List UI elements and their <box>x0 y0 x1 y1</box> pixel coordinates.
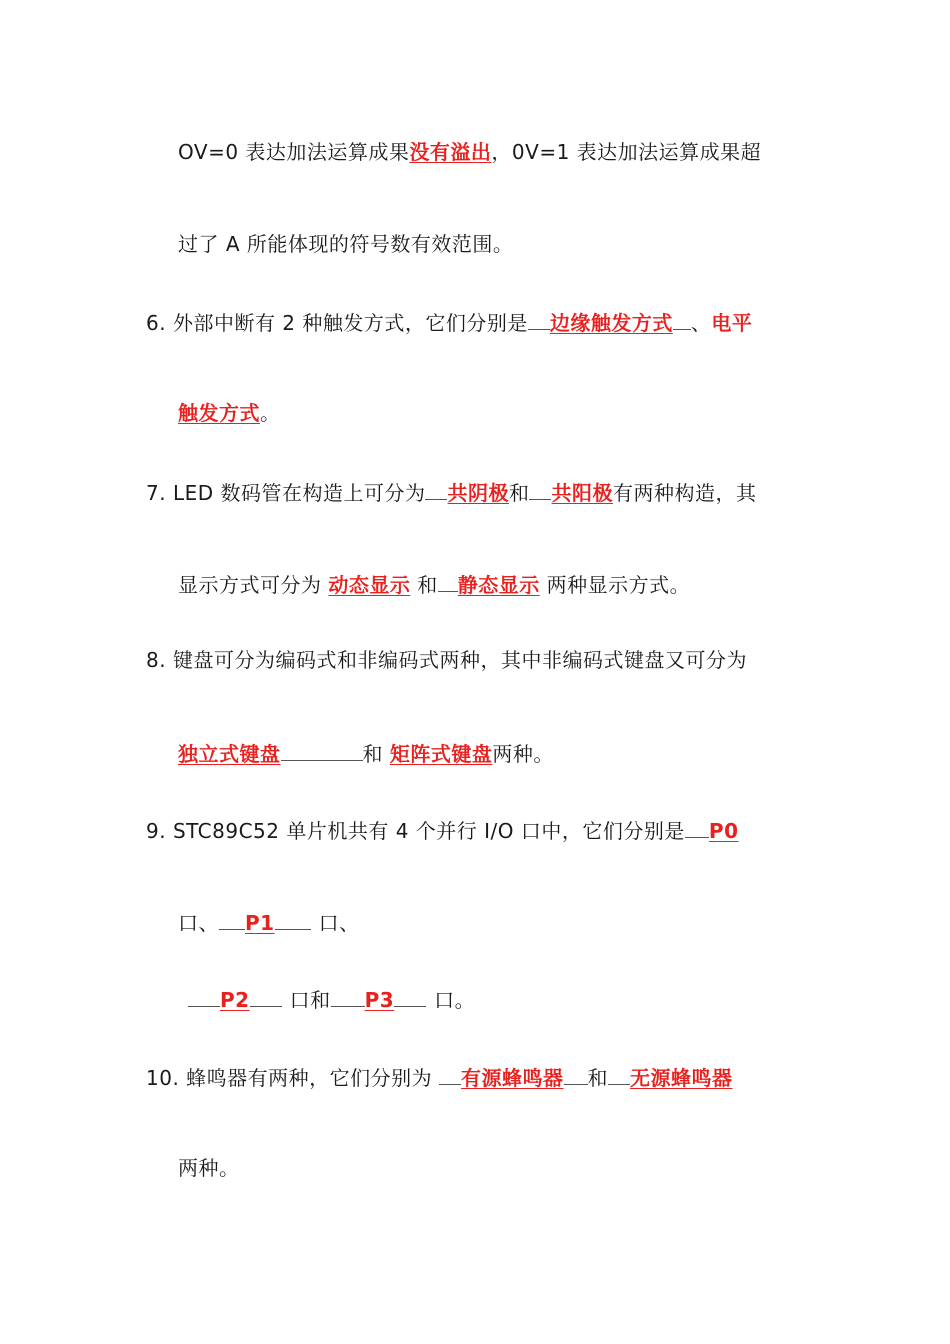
answer-text: 没有溢出 <box>409 140 492 164</box>
answer-text: 有源蜂鸣器 <box>461 1066 564 1090</box>
blank-underline <box>219 907 245 930</box>
text-segment: 口和 <box>289 988 331 1012</box>
question-7-cont <box>178 569 690 599</box>
text-segment: 两种显示方式。 <box>539 573 691 597</box>
answer-text: P0 <box>708 819 739 843</box>
text-segment: 显示方式可分为 <box>178 573 329 597</box>
text-segment: 和 <box>508 481 530 505</box>
question-6-cont <box>178 399 281 427</box>
question-10 <box>146 1062 733 1092</box>
answer-text: P1 <box>245 911 275 935</box>
question-7 <box>146 477 756 507</box>
answer-text: 静态显示 <box>457 573 540 597</box>
answer-text: 动态显示 <box>328 573 411 597</box>
blank-underline <box>564 1062 588 1085</box>
text-segment: 、 <box>690 311 712 335</box>
text-segment: 。 <box>260 401 281 425</box>
answer-text: 矩阵式键盘 <box>389 742 493 766</box>
question-8 <box>146 646 747 674</box>
question-text: 8. 键盘可分为编码式和非编码式两种，其中非编码式键盘又可分为 <box>146 648 747 672</box>
question-10-cont <box>178 1154 240 1182</box>
question-text: 10. 蜂鸣器有两种，它们分别为 <box>146 1066 440 1090</box>
text-segment: 口、 <box>178 911 219 935</box>
text-segment: 口、 <box>318 911 360 935</box>
answer-text: 共阳极 <box>551 481 613 505</box>
text-segment: 和 <box>587 1066 609 1090</box>
text-segment: OV=0 表达加法运算成果 <box>178 140 410 164</box>
text-segment: ，0V=1 表达加法运算成果超 <box>491 140 762 164</box>
answer-text: 独立式键盘 <box>178 742 281 766</box>
question-text: 9. STC89C52 单片机共有 4 个并行 I/O 口中，它们分别是 <box>146 819 685 843</box>
blank-underline <box>608 1062 630 1085</box>
blank-underline <box>528 307 550 330</box>
answer-text: 边缘触发方式 <box>549 311 673 335</box>
blank-underline <box>394 984 426 1007</box>
answer-text: 电平 <box>711 311 753 335</box>
text-segment: 两种。 <box>492 742 554 766</box>
blank-underline <box>425 477 447 500</box>
text-segment: 有两种构造，其 <box>612 481 757 505</box>
text-segment: 和 <box>410 573 438 597</box>
text-segment: 和 <box>362 742 390 766</box>
blank-underline <box>529 477 551 500</box>
blank-underline <box>250 984 282 1007</box>
blank-underline <box>331 984 365 1007</box>
answer-text: 触发方式 <box>178 401 260 425</box>
question-text: 6. 外部中断有 2 种触发方式，它们分别是 <box>146 311 528 335</box>
question-text: 7. LED 数码管在构造上可分为 <box>146 481 426 505</box>
text-line-2 <box>178 230 513 258</box>
text-segment: 口。 <box>434 988 476 1012</box>
blank-underline <box>438 569 458 592</box>
answer-text: 无源蜂鸣器 <box>630 1066 733 1090</box>
question-9-cont-2 <box>188 984 475 1014</box>
text-segment: 过了 A 所能体现的符号数有效范围。 <box>178 232 514 256</box>
question-9-cont <box>178 907 360 937</box>
answer-text: P3 <box>364 988 395 1012</box>
text-segment: 两种。 <box>178 1156 240 1180</box>
text-line-1 <box>178 138 761 166</box>
blank-underline <box>275 907 311 930</box>
question-8-cont <box>178 738 554 768</box>
blank-underline <box>439 1062 461 1085</box>
blank-underline <box>685 815 709 838</box>
question-6 <box>146 307 752 337</box>
answer-text: 共阴极 <box>447 481 509 505</box>
answer-text: P2 <box>220 988 250 1012</box>
blank-underline <box>281 738 363 761</box>
blank-underline <box>188 984 220 1007</box>
blank-underline <box>673 307 691 330</box>
question-9 <box>146 815 738 845</box>
